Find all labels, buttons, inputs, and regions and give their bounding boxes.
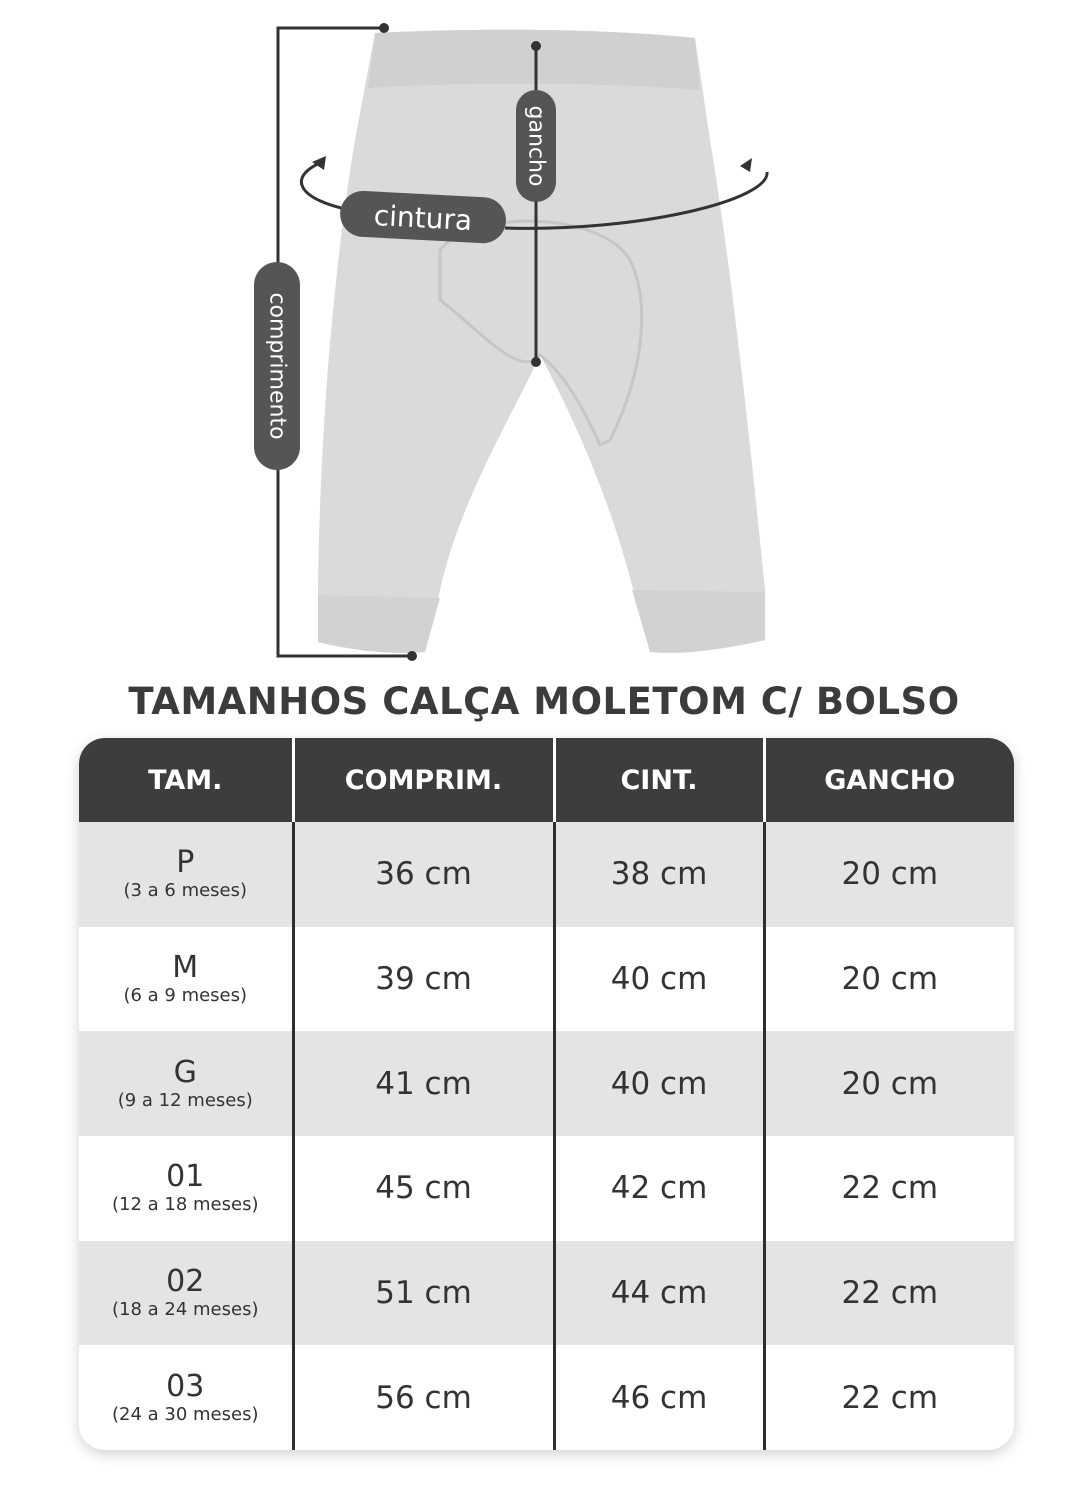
size-code: G bbox=[173, 1054, 197, 1090]
rise-cell: 20 cm bbox=[764, 1031, 1014, 1136]
table-row bbox=[79, 822, 1014, 927]
size-age: (6 a 9 meses) bbox=[123, 984, 248, 1006]
table-row bbox=[79, 1241, 1014, 1346]
size-cell bbox=[79, 1031, 293, 1136]
pants-illustration bbox=[0, 0, 1080, 670]
table-row bbox=[79, 1136, 1014, 1241]
size-code: 02 bbox=[166, 1263, 205, 1299]
page-title: TAMANHOS CALÇA MOLETOM C/ BOLSO bbox=[128, 680, 960, 723]
header-length: COMPRIM. bbox=[293, 738, 554, 822]
size-cell bbox=[79, 1241, 293, 1346]
length-cell: 51 cm bbox=[293, 1241, 554, 1346]
waist-cell: 40 cm bbox=[554, 1031, 764, 1136]
pants-waistband bbox=[368, 30, 700, 90]
table-row bbox=[79, 1345, 1014, 1450]
waist-cell: 38 cm bbox=[554, 822, 764, 927]
size-age: (18 a 24 meses) bbox=[112, 1298, 259, 1320]
size-age: (9 a 12 meses) bbox=[117, 1089, 253, 1111]
length-cell: 56 cm bbox=[293, 1345, 554, 1450]
rise-cell: 20 cm bbox=[764, 927, 1014, 1032]
size-age: (3 a 6 meses) bbox=[123, 880, 248, 902]
waist-label: cintura bbox=[373, 199, 473, 238]
pants-cuff-right bbox=[632, 590, 765, 653]
header-rise: GANCHO bbox=[764, 738, 1014, 822]
table-row bbox=[79, 1031, 1014, 1136]
header-size: TAM. bbox=[79, 738, 293, 822]
rise-cell: 22 cm bbox=[764, 1241, 1014, 1346]
rise-cell: 20 cm bbox=[764, 822, 1014, 927]
size-age: (24 a 30 meses) bbox=[112, 1403, 259, 1425]
size-code: M bbox=[172, 949, 199, 985]
pants-cuff-left bbox=[318, 595, 440, 653]
size-code: 01 bbox=[166, 1159, 205, 1195]
size-table bbox=[79, 738, 1014, 1450]
length-cell: 36 cm bbox=[293, 822, 554, 927]
rise-cell: 22 cm bbox=[764, 1136, 1014, 1241]
size-cell bbox=[79, 1345, 293, 1450]
length-cell: 45 cm bbox=[293, 1136, 554, 1241]
table-header-row bbox=[79, 738, 1014, 822]
length-label: comprimento bbox=[264, 292, 290, 440]
size-code: P bbox=[176, 845, 195, 881]
size-code: 03 bbox=[166, 1368, 205, 1404]
size-cell bbox=[79, 927, 293, 1032]
size-cell bbox=[79, 822, 293, 927]
length-cell: 39 cm bbox=[293, 927, 554, 1032]
waist-cell: 40 cm bbox=[554, 927, 764, 1032]
size-age: (12 a 18 meses) bbox=[112, 1194, 259, 1216]
rise-cell: 22 cm bbox=[764, 1345, 1014, 1450]
waist-cell: 44 cm bbox=[554, 1241, 764, 1346]
header-waist: CINT. bbox=[554, 738, 764, 822]
table-row bbox=[79, 927, 1014, 1032]
rise-label: gancho bbox=[523, 105, 549, 187]
length-cell: 41 cm bbox=[293, 1031, 554, 1136]
size-cell bbox=[79, 1136, 293, 1241]
waist-cell: 46 cm bbox=[554, 1345, 764, 1450]
waist-cell: 42 cm bbox=[554, 1136, 764, 1241]
